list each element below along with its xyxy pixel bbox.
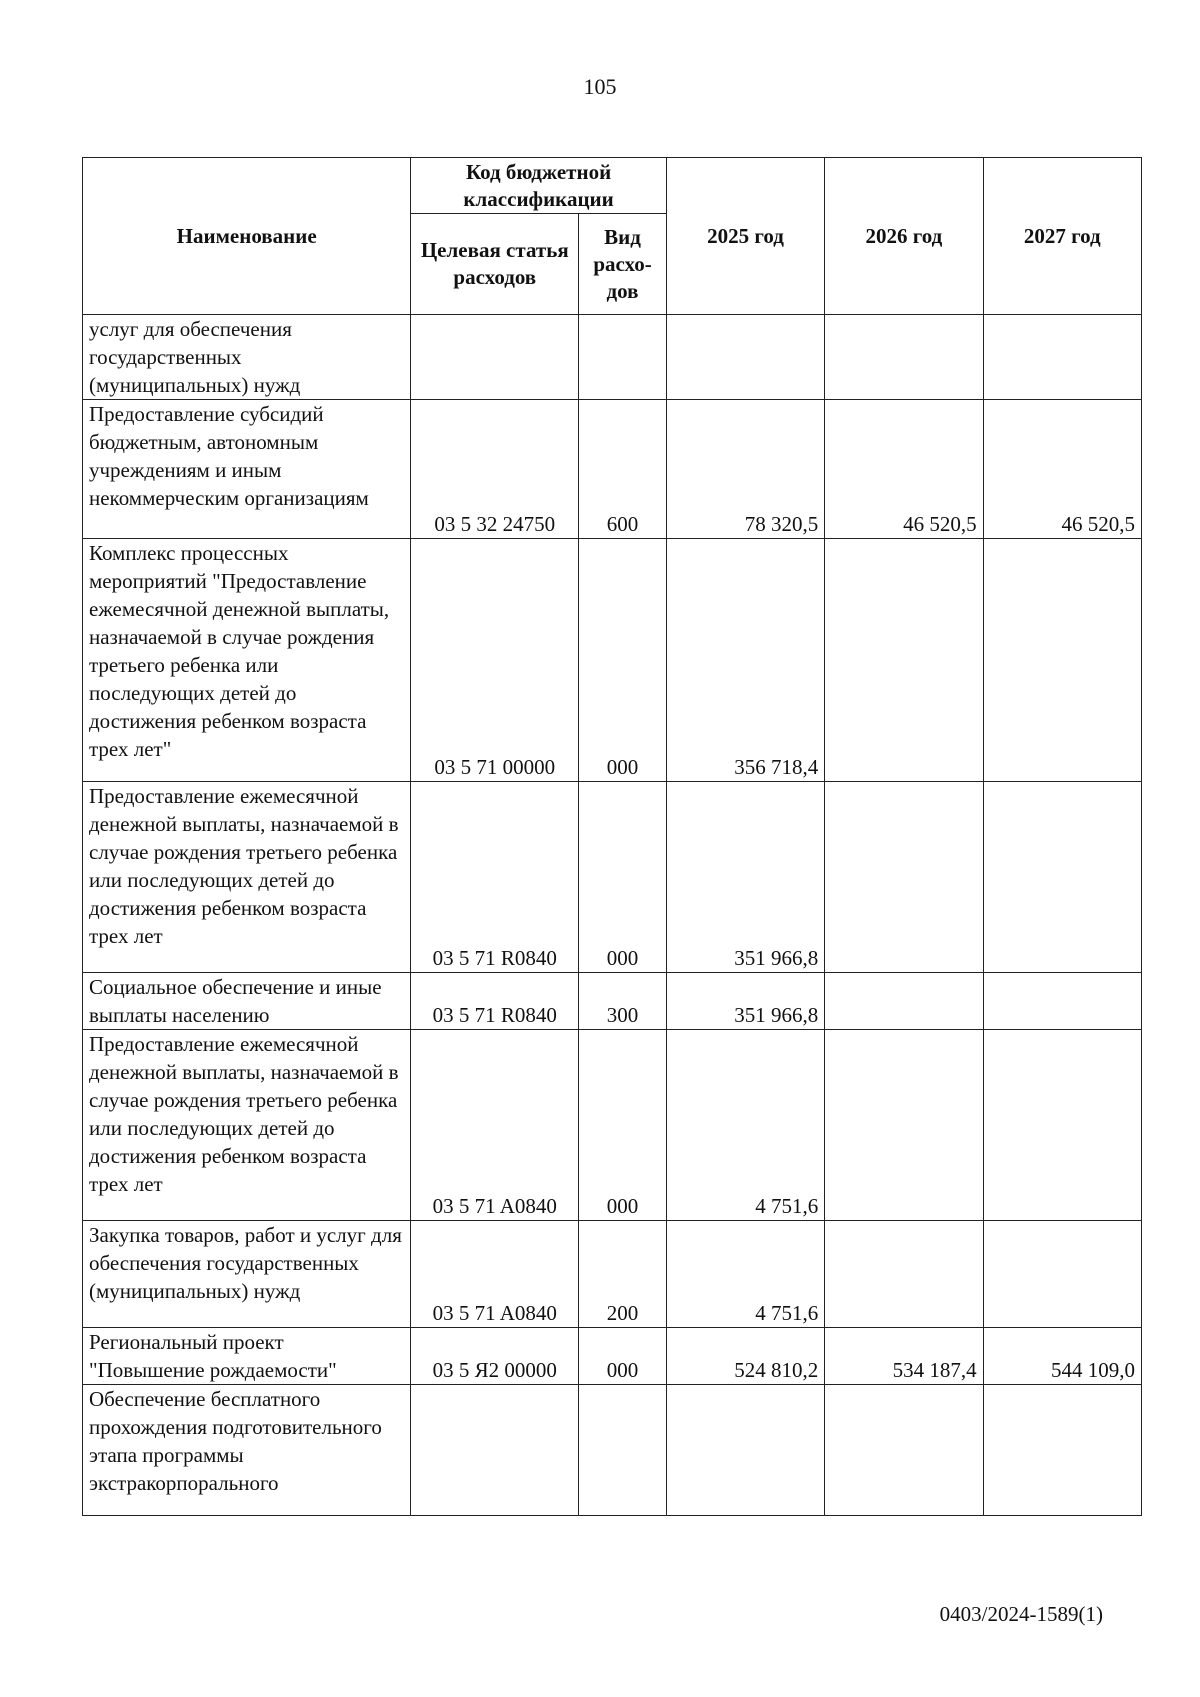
row-name: Предоставление ежемесячной денежной выплаты, назначаемой в случае рождения третьего ребенка или последующих детей до достижения ребенком возраста трех лет (83, 782, 411, 973)
header-name: Наименование (83, 158, 411, 315)
row-expense-type (579, 315, 667, 400)
row-target-article (411, 1385, 579, 1516)
header-2027: 2027 год (983, 158, 1141, 315)
row-2025: 356 718,4 (666, 539, 824, 782)
row-2027 (983, 1385, 1141, 1516)
row-target-article: 03 5 71 R0840 (411, 973, 579, 1030)
table-row (83, 400, 1142, 539)
table-body (83, 315, 1142, 1516)
row-2026 (825, 1221, 983, 1328)
row-name: Социальное обеспечение и иные выплаты населению (83, 973, 411, 1030)
row-target-article (411, 315, 579, 400)
row-2025: 78 320,5 (666, 400, 824, 539)
row-2026 (825, 973, 983, 1030)
row-expense-type: 000 (579, 539, 667, 782)
row-2027: 544 109,0 (983, 1328, 1141, 1385)
row-2025: 4 751,6 (666, 1221, 824, 1328)
row-name: Предоставление ежемесячной денежной выплаты, назначаемой в случае рождения третьего ребенка или последующих детей до достижения ребенком возраста трех лет (83, 1030, 411, 1221)
row-expense-type: 000 (579, 782, 667, 973)
row-2026 (825, 782, 983, 973)
row-2025: 4 751,6 (666, 1030, 824, 1221)
row-2026 (825, 1385, 983, 1516)
table-row (83, 973, 1142, 1030)
header-target-article: Целевая статья расходов (411, 214, 579, 315)
table-row (83, 315, 1142, 400)
row-2027 (983, 1030, 1141, 1221)
row-2027 (983, 1221, 1141, 1328)
row-expense-type: 000 (579, 1328, 667, 1385)
row-2025 (666, 1385, 824, 1516)
row-2025: 351 966,8 (666, 973, 824, 1030)
header-expense-type: Вид расхо-дов (579, 214, 667, 315)
table-row (83, 1328, 1142, 1385)
row-name: Обеспечение бесплатного прохождения подготовительного этапа программы экстракорпорального (83, 1385, 411, 1516)
row-2027: 46 520,5 (983, 400, 1141, 539)
document-code: 0403/2024-1589(1) (939, 1602, 1103, 1626)
row-name: Комплекс процессных мероприятий "Предоставление ежемесячной денежной выплаты, назначаемой в случае рождения третьего ребенка или последующих детей до достижения ребенком возраста трех лет" (83, 539, 411, 782)
row-2026 (825, 539, 983, 782)
page-number: 105 (583, 74, 617, 99)
table-row (83, 1385, 1142, 1516)
row-name: Закупка товаров, работ и услуг для обеспечения государственных (муниципальных) нужд (83, 1221, 411, 1328)
row-expense-type: 200 (579, 1221, 667, 1328)
table-row (83, 782, 1142, 973)
table-header (83, 158, 1142, 315)
row-expense-type: 000 (579, 1030, 667, 1221)
header-budget-code-group: Код бюджетной классификации (411, 158, 667, 214)
row-target-article: 03 5 71 A0840 (411, 1030, 579, 1221)
table-row (83, 1030, 1142, 1221)
row-target-article: 03 5 32 24750 (411, 400, 579, 539)
row-name: услуг для обеспечения государственных (муниципальных) нужд (83, 315, 411, 400)
header-2026: 2026 год (825, 158, 983, 315)
row-2026 (825, 1030, 983, 1221)
row-2027 (983, 782, 1141, 973)
row-2025: 524 810,2 (666, 1328, 824, 1385)
row-2025 (666, 315, 824, 400)
table-row (83, 1221, 1142, 1328)
table-row (83, 539, 1142, 782)
row-name: Предоставление субсидий бюджетным, автономным учреждениям и иным некоммерческим организациям (83, 400, 411, 539)
row-2025: 351 966,8 (666, 782, 824, 973)
row-2027 (983, 315, 1141, 400)
row-expense-type: 600 (579, 400, 667, 539)
row-target-article: 03 5 71 R0840 (411, 782, 579, 973)
row-2026 (825, 315, 983, 400)
row-2026: 46 520,5 (825, 400, 983, 539)
row-target-article: 03 5 71 A0840 (411, 1221, 579, 1328)
budget-table (82, 157, 1142, 1516)
row-2027 (983, 539, 1141, 782)
row-expense-type (579, 1385, 667, 1516)
row-2027 (983, 973, 1141, 1030)
row-target-article: 03 5 Я2 00000 (411, 1328, 579, 1385)
header-2025: 2025 год (666, 158, 824, 315)
row-2026: 534 187,4 (825, 1328, 983, 1385)
row-expense-type: 300 (579, 973, 667, 1030)
row-target-article: 03 5 71 00000 (411, 539, 579, 782)
row-name: Региональный проект "Повышение рождаемости" (83, 1328, 411, 1385)
